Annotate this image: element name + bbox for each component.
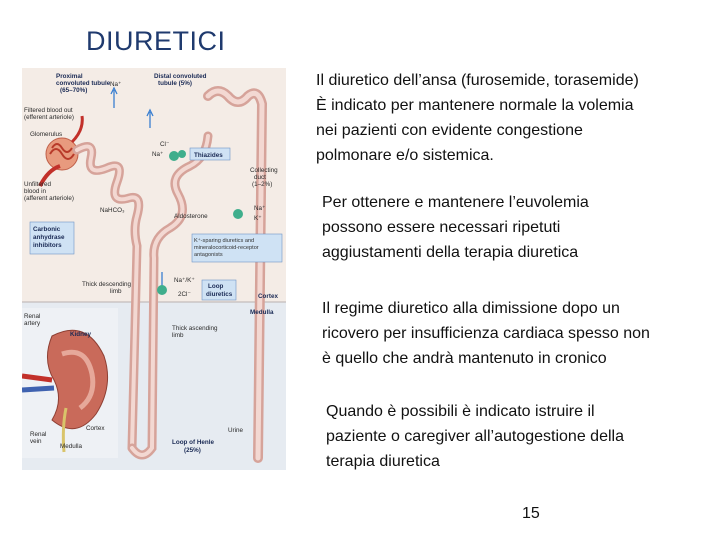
paragraph-euvolemia xyxy=(322,190,712,265)
text-line: paziente o caregiver all’autogestione della xyxy=(326,428,624,445)
text-line: aggiustamenti della terapia diuretica xyxy=(322,244,579,261)
slide-title: DIURETICI xyxy=(86,26,226,56)
label-filtered-blood: Filtered blood out (efferent arteriole) xyxy=(24,107,74,121)
label-unfiltered-blood: Unfiltered blood in (afferent arteriole) xyxy=(24,181,74,202)
text-line: terapia diuretica xyxy=(326,453,440,470)
text-line: possono essere necessari ripetuti xyxy=(322,219,561,236)
paragraph-loop-diuretic xyxy=(316,68,716,168)
label-proximal-tubule: Proximal convoluted tubule (65–70%) xyxy=(56,73,111,94)
label-thick-ascending: Thick ascending limb xyxy=(172,325,218,339)
text-line: Il diuretico dell’ansa (furosemide, torasemide) xyxy=(316,72,639,89)
label-distal-tubule: Distal convoluted tubule (5%) xyxy=(154,73,207,87)
label-na-k-2cl: Na⁺/K⁺ 2Cl⁻ xyxy=(174,277,195,298)
label-cl-minus: Cl⁻ xyxy=(160,141,170,148)
label-collecting-duct: Collecting duct (1–2%) xyxy=(250,167,278,188)
label-k-sparing: K⁺-sparing diuretics and mineralocorticoid-receptor antagonists xyxy=(194,238,259,258)
label-kidney-medulla: Medulla xyxy=(60,443,83,450)
text-line: è quello che andrà mantenuto in cronico xyxy=(322,350,607,367)
label-kidney-cortex: Cortex xyxy=(86,425,105,432)
label-thick-descending: Thick descending limb xyxy=(82,281,132,295)
label-thiazides: Thiazides xyxy=(194,152,223,159)
text-line: ricovero per insufficienza cardiaca spesso non xyxy=(322,325,650,342)
label-carbonic-anhydrase: Carbonic anhydrase inhibitors xyxy=(33,226,65,249)
text-line: È indicato per mantenere normale la volemia xyxy=(316,97,634,114)
label-loop-diuretics: Loop diuretics xyxy=(206,283,233,298)
label-glomerulus: Glomerulus xyxy=(30,131,63,138)
label-renal-vein: Renal vein xyxy=(30,431,47,445)
label-na-plus: Na⁺ xyxy=(110,81,122,88)
label-cortex: Cortex xyxy=(258,293,278,300)
label-na-k: Na⁺ K⁺ xyxy=(254,205,266,222)
label-aldosterone: Aldosterone xyxy=(174,213,208,220)
label-urine: Urine xyxy=(228,427,244,434)
label-kidney: Kidney xyxy=(70,331,91,338)
text-line: polmonare e/o sistemica. xyxy=(316,147,494,164)
label-nahco3: NaHCO₃ xyxy=(100,207,125,214)
nephron-diagram xyxy=(22,68,286,470)
page-number: 15 xyxy=(522,505,540,522)
label-loop-of-henle: Loop of Henle (25%) xyxy=(172,439,214,454)
paragraph-discharge-regimen xyxy=(322,296,712,371)
text-line: Quando è possibili è indicato istruire il xyxy=(326,403,595,420)
label-medulla: Medulla xyxy=(250,309,274,316)
label-na-plus-2: Na⁺ xyxy=(152,151,164,158)
text-line: Per ottenere e mantenere l’euvolemia xyxy=(322,194,589,211)
text-line: nei pazienti con evidente congestione xyxy=(316,122,583,139)
label-renal-artery: Renal artery xyxy=(24,313,41,327)
text-line: Il regime diuretico alla dimissione dopo un xyxy=(322,300,620,317)
paragraph-self-management xyxy=(326,399,716,474)
